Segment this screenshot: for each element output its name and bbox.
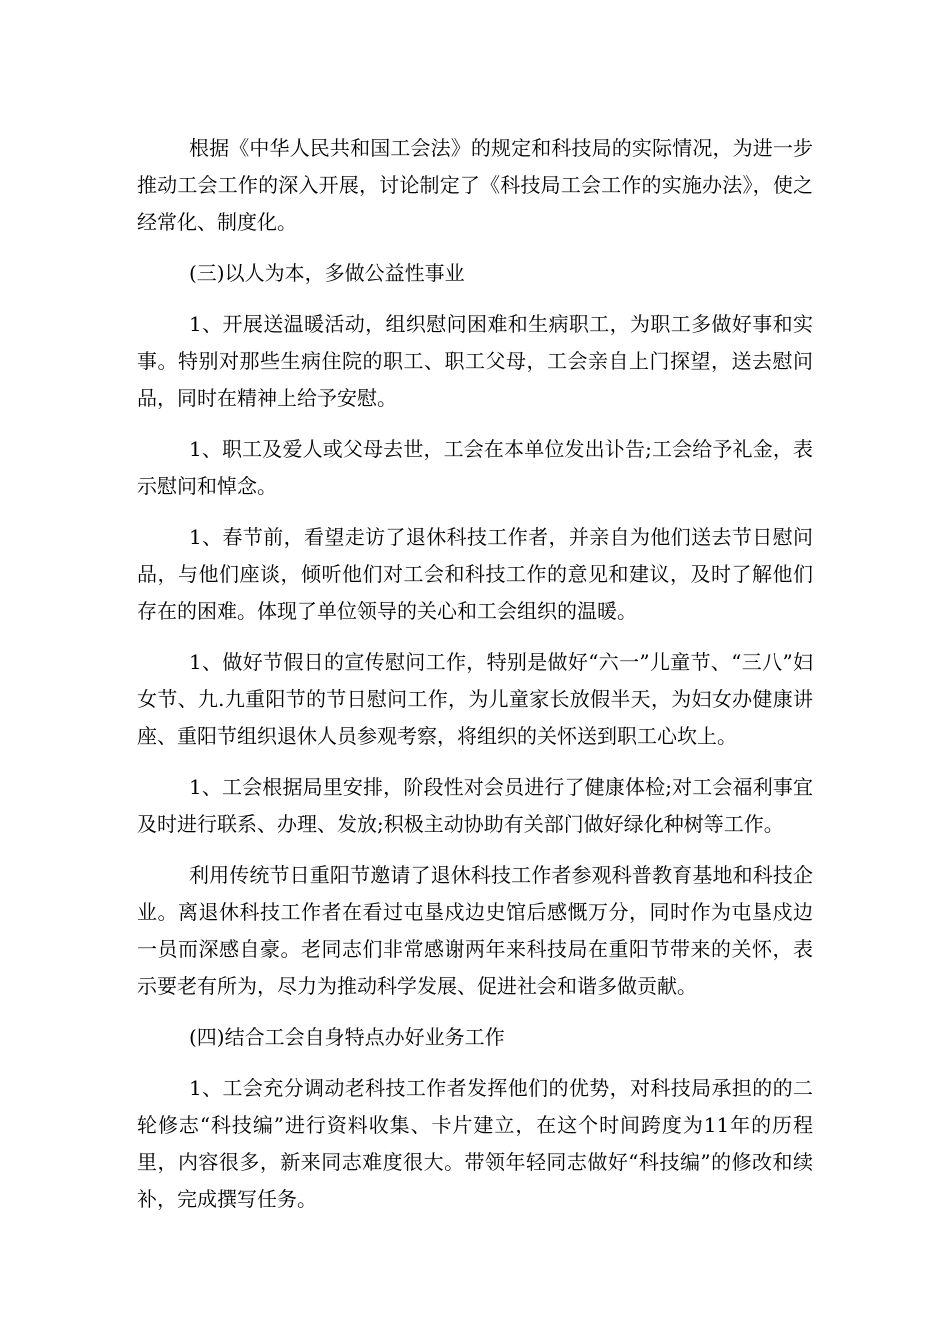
paragraph-warmth-activity: 1、开展送温暖活动，组织慰问困难和生病职工，为职工多做好事和实事。特别对那些生病住院的职工、职工父母，工会亲自上门探望，送去慰问品，同时在精神上给予安慰。: [137, 312, 813, 410]
paragraph-condolence: 1、职工及爱人或父母去世，工会在本单位发出讣告;工会给予礼金，表示慰问和悼念。: [137, 437, 813, 498]
section-heading-3: (三)以人为本，多做公益性事业: [189, 261, 465, 285]
paragraph-chronicle-work: 1、工会充分调动老科技工作者发挥他们的优势，对科技局承担的的二轮修志“科技编”进行资料收集、卡片建立，在这个时间跨度为11年的历程里，内容很多，新来同志难度很大。带领年轻同志做好“科技编”的修改和续补，完成撰写任务。: [137, 1076, 813, 1211]
paragraph-double-ninth: 利用传统节日重阳节邀请了退休科技工作者参观科普教育基地和科技企业。离退休科技工作者在看过屯垦戍边史馆后感慨万分，同时作为屯垦戍边一员而深感自豪。老同志们非常感谢两年来科技局在重阳节带来的关怀，表示要老有所为，尽力为推动科学发展、促进社会和谐多做贡献。: [137, 863, 813, 998]
paragraph-holiday-visits: 1、做好节假日的宣传慰问工作，特别是做好“六一”儿童节、“三八”妇女节、九.九重阳节的节日慰问工作，为儿童家长放假半天，为妇女办健康讲座、重阳节组织退休人员参观考察，将组织的关怀送到职工心坎上。: [137, 650, 813, 748]
paragraph-labor-union-law: 根据《中华人民共和国工会法》的规定和科技局的实际情况，为进一步推动工会工作的深入开展，讨论制定了《科技局工会工作的实施办法》，使之经常化、制度化。: [137, 136, 813, 234]
document-body: [137, 130, 813, 1232]
paragraph-health-checkup: 1、工会根据局里安排，阶段性对会员进行了健康体检;对工会福利事宜及时进行联系、办理、发放;积极主动协助有关部门做好绿化种树等工作。: [137, 775, 813, 836]
paragraph-spring-festival: 1、春节前，看望走访了退休科技工作者，并亲自为他们送去节日慰问品，与他们座谈，倾听他们对工会和科技工作的意见和建议，及时了解他们存在的困难。体现了单位领导的关心和工会组织的温暖。: [137, 525, 813, 623]
section-heading-4: (四)结合工会自身特点办好业务工作: [189, 1025, 505, 1049]
